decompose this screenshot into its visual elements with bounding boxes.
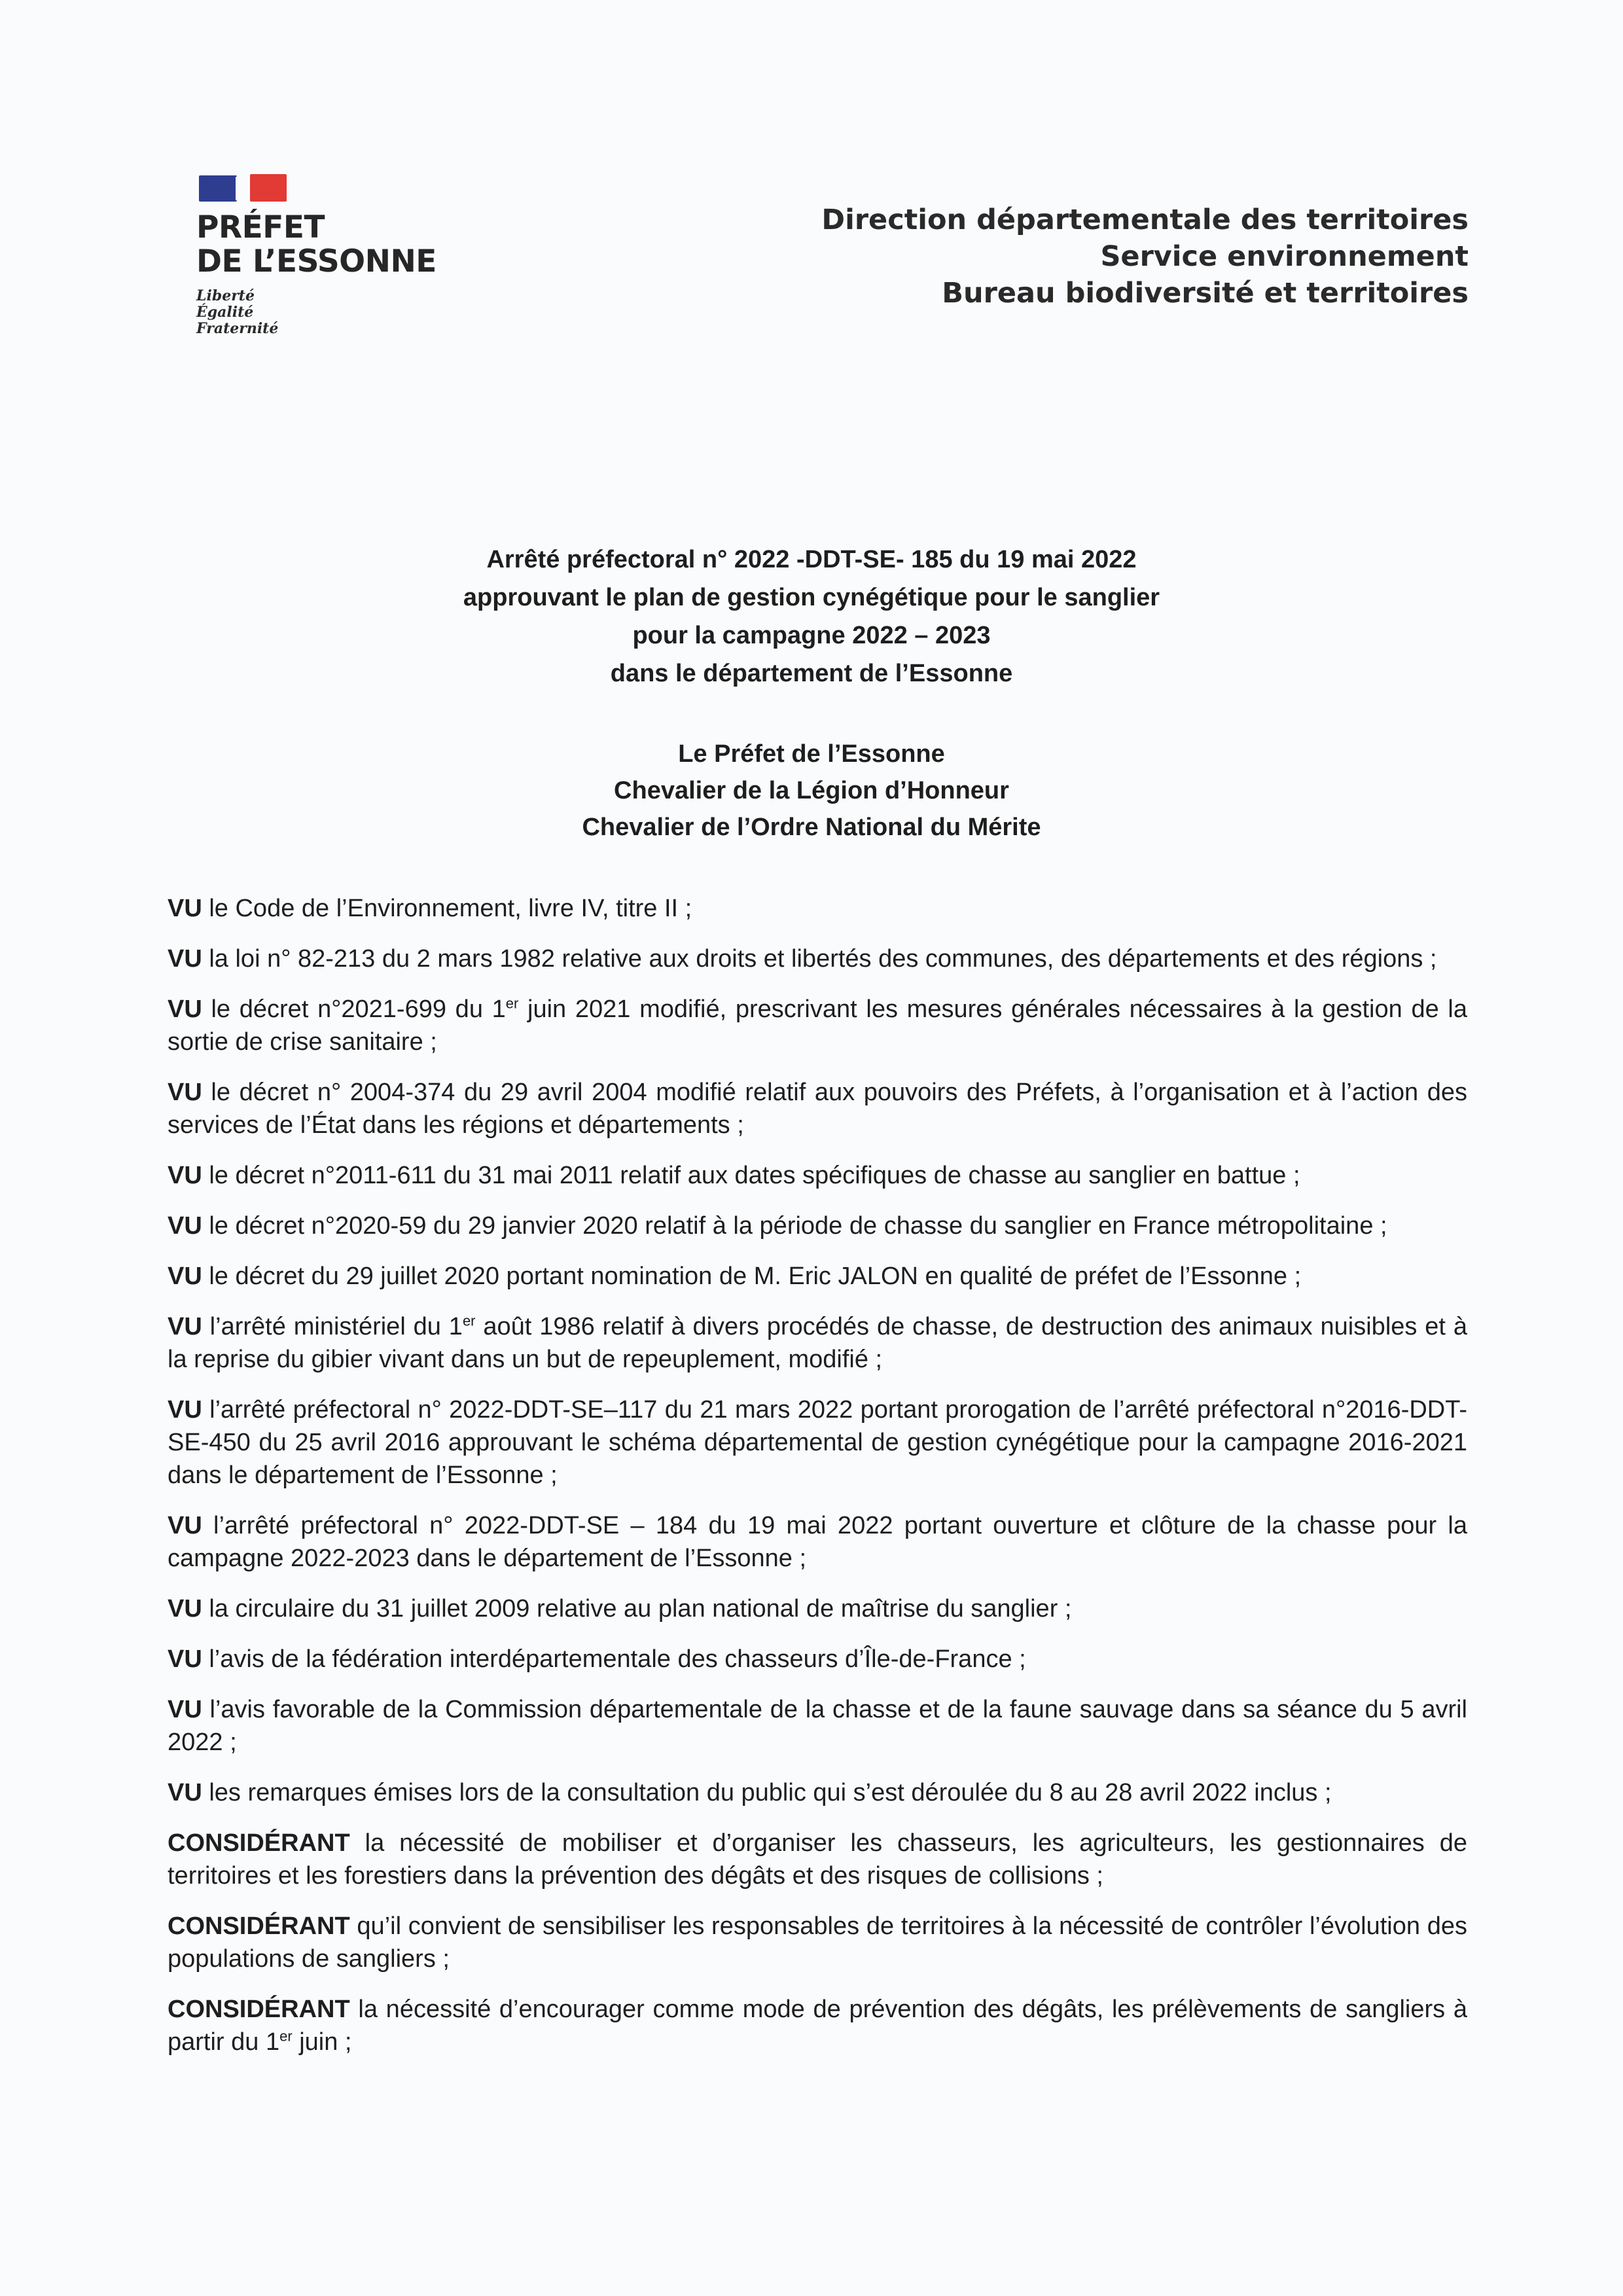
recital-paragraph (168, 1776, 1467, 1809)
recital-keyword: VU (168, 1162, 202, 1189)
recital-paragraph (168, 1310, 1467, 1376)
recital-text: la circulaire du 31 juillet 2009 relative au plan national de maîtrise du sanglier ; (202, 1595, 1072, 1623)
header-line: Bureau biodiversité et territoires (942, 277, 1469, 310)
prefect-titles (0, 736, 1623, 846)
marianne-flag-icon (196, 171, 288, 203)
recital-paragraph (168, 1643, 1467, 1676)
recital-paragraph (168, 1509, 1467, 1575)
recital-paragraph (168, 1393, 1467, 1492)
recital-text: la nécessité d’encourager comme mode de prévention des dégâts, les prélèvements de sangliers à partir du 1 (168, 1996, 1467, 2056)
prefect-line: Chevalier de l’Ordre National du Mérite (582, 814, 1041, 841)
recital-paragraph (168, 1693, 1467, 1759)
recital-text: la loi n° 82-213 du 2 mars 1982 relative aux droits et libertés des communes, des départements et des régions ; (202, 945, 1437, 973)
logo-title (196, 211, 471, 279)
recital-text: le décret n° 2004-374 du 29 avril 2004 modifié relatif aux pouvoirs des Préfets, à l’organisation et à l’action des services de l’État dans les régions et départements ; (168, 1079, 1467, 1139)
recital-text: août 1986 relatif à divers procédés de chasse, de destruction des animaux nuisibles et à la reprise du gibier vivant dans un but de repeuplement, modifié ; (168, 1313, 1467, 1373)
recital-keyword: VU (168, 1396, 202, 1424)
recital-keyword: VU (168, 1212, 202, 1240)
title-line: dans le département de l’Essonne (610, 660, 1013, 687)
recital-keyword: CONSIDÉRANT (168, 1912, 350, 1940)
title-line: approuvant le plan de gestion cynégétique pour le sanglier (463, 584, 1160, 611)
recital-text: le décret n°2011-611 du 31 mai 2011 relatif aux dates spécifiques de chasse au sanglier en battue ; (202, 1162, 1300, 1189)
recital-paragraph (168, 1592, 1467, 1625)
recital-keyword: VU (168, 1313, 202, 1340)
recital-keyword: VU (168, 1595, 202, 1623)
recital-keyword: VU (168, 1645, 202, 1673)
recital-keyword: VU (168, 1779, 202, 1806)
title-line: Arrêté préfectoral n° 2022 -DDT-SE- 185 du 19 mai 2022 (486, 546, 1137, 573)
recital-text: l’arrêté préfectoral n° 2022-DDT-SE – 184 du 19 mai 2022 portant ouverture et clôture de la chasse pour la campagne 2022-2023 dans le département de l’Essonne ; (168, 1512, 1467, 1572)
recital-paragraph (168, 942, 1467, 975)
recital-superscript: er (505, 995, 519, 1012)
header-line: Service environnement (1100, 240, 1469, 273)
decree-body (168, 892, 1467, 2076)
recital-text: les remarques émises lors de la consultation du public qui s’est déroulée du 8 au 28 avril 2022 inclus ; (202, 1779, 1332, 1806)
recital-paragraph (168, 892, 1467, 925)
motto-line: Fraternité (196, 320, 279, 337)
recital-keyword: VU (168, 1512, 202, 1539)
recital-keyword: CONSIDÉRANT (168, 1996, 350, 2023)
issuing-service-header (821, 202, 1469, 312)
recital-text: le décret du 29 juillet 2020 portant nomination de M. Eric JALON en qualité de préfet de l’Essonne ; (202, 1263, 1302, 1290)
recital-text: l’avis de la fédération interdépartementale des chasseurs d’Île-de-France ; (202, 1645, 1026, 1673)
recital-paragraph (168, 1210, 1467, 1242)
recital-paragraph (168, 1827, 1467, 1892)
recital-paragraph (168, 993, 1467, 1058)
recital-text: le décret n°2020-59 du 29 janvier 2020 relatif à la période de chasse du sanglier en France métropolitaine ; (202, 1212, 1387, 1240)
logo-motto (196, 288, 471, 337)
recital-paragraph (168, 1260, 1467, 1293)
recital-text: qu’il convient de sensibiliser les responsables de territoires à la nécessité de contrôler l’évolution des populations de sangliers ; (168, 1912, 1467, 1973)
title-line: pour la campagne 2022 – 2023 (632, 622, 991, 649)
recital-keyword: VU (168, 996, 202, 1023)
recital-text: l’arrêté préfectoral n° 2022-DDT-SE–117 du 21 mars 2022 portant prorogation de l’arrêté préfectoral n°2016-DDT-SE-450 du 25 avril 2016 approuvant le schéma départemental de gestion cynégétique pour la campagne 2016-2021 dans le département de l’Essonne ; (168, 1396, 1467, 1489)
header-line: Direction départementale des territoires (821, 204, 1469, 236)
motto-line: Égalité (196, 304, 254, 321)
prefect-line: Le Préfet de l’Essonne (678, 740, 945, 768)
recital-keyword: VU (168, 945, 202, 973)
recital-text: la nécessité de mobiliser et d’organiser les chasseurs, les agriculteurs, les gestionnaires de territoires et les forestiers dans la prévention des dégâts et des risques de collisions ; (168, 1829, 1467, 1890)
recital-paragraph (168, 1993, 1467, 2058)
prefect-line: Chevalier de la Légion d’Honneur (614, 777, 1009, 804)
logo-title-line: PRÉFET (196, 209, 325, 245)
recital-keyword: VU (168, 1263, 202, 1290)
prefecture-logo (196, 171, 471, 337)
recital-keyword: CONSIDÉRANT (168, 1829, 350, 1857)
recital-paragraph (168, 1910, 1467, 1975)
recital-text: le décret n°2021-699 du 1 (202, 996, 506, 1023)
decree-title (0, 541, 1623, 692)
recital-keyword: VU (168, 1079, 202, 1106)
recital-text: l’avis favorable de la Commission départementale de la chasse et de la faune sauvage dans sa séance du 5 avril 2022 ; (168, 1696, 1467, 1756)
recital-text: l’arrêté ministériel du 1 (202, 1313, 463, 1340)
recital-text: le Code de l’Environnement, livre IV, titre II ; (202, 895, 692, 922)
recital-superscript: er (279, 2028, 293, 2045)
recital-paragraph (168, 1159, 1467, 1192)
recital-keyword: VU (168, 895, 202, 922)
recital-text: juin 2021 modifié, prescrivant les mesures générales nécessaires à la gestion de la sortie de crise sanitaire ; (168, 996, 1467, 1056)
recital-keyword: VU (168, 1696, 202, 1723)
motto-line: Liberté (196, 287, 255, 304)
recital-paragraph (168, 1076, 1467, 1141)
recital-text: juin ; (292, 2028, 352, 2056)
logo-title-line: DE L’ESSONNE (196, 243, 437, 279)
recital-superscript: er (462, 1312, 476, 1329)
